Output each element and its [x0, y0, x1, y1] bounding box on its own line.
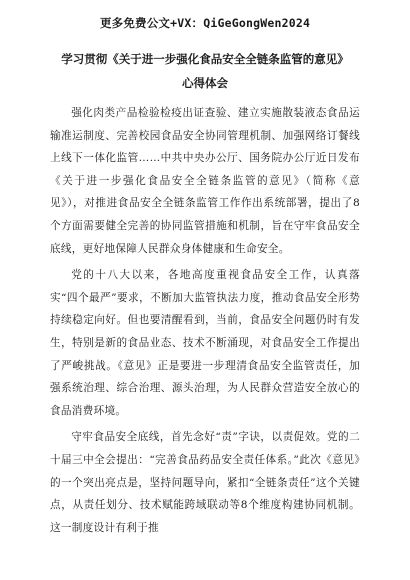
document-title: 学习贯彻《关于进一步强化食品安全全链条监管的意见》 [61, 52, 349, 66]
header-banner: 更多免费公文+VX：QiGeGongWen2024 [99, 16, 311, 30]
body-paragraph-1: 强化肉类产品检验检疫出证查验、建立实施散装液态食品运输准运制度、完善校园食品安全协同管理机制、加强网络订餐线上线下一体化监管……中共中央办公厅、国务院办公厅近日发布《关于进一步强化食品安全全链条监管的意见》（简称《意见》），对推进食品安全全链条监管工作作出系统部署，提出了8个方面需要健全完善的协同监管措施和机制，旨在守牢食品安全底线，更好地保障人民群众身体健康和生命安全。 [50, 107, 360, 255]
document-body [50, 102, 360, 539]
document-subtitle: 心得体会 [182, 76, 228, 90]
body-paragraph-3: 守牢食品安全底线，首先念好“责”字诀，以责促效。党的二十届三中全会提出：“完善食品药品安全责任体系。”此次《意见》的一个突出亮点是，坚持问题导向，紧扣“全链条责任”这个关键点，从责任划分、技术赋能跨域联动等8个维度构建协同机制。这一制度设计有利于推 [50, 431, 360, 534]
body-paragraph-2: 党的十八大以来，各地高度重视食品安全工作，认真落实“四个最严”要求，不断加大监管执法力度，推动食品安全形势持续稳定向好。但也要清醒看到，当前，食品安全问题仍时有发生，特别是新的食品业态、技术不断涌现，对食品安全工作提出了严峻挑战。《意见》正是要进一步理清食品安全监管责任，加强系统治理、综合治理、源头治理，为人民群众营造安全放心的食品消费环境。 [50, 269, 360, 417]
